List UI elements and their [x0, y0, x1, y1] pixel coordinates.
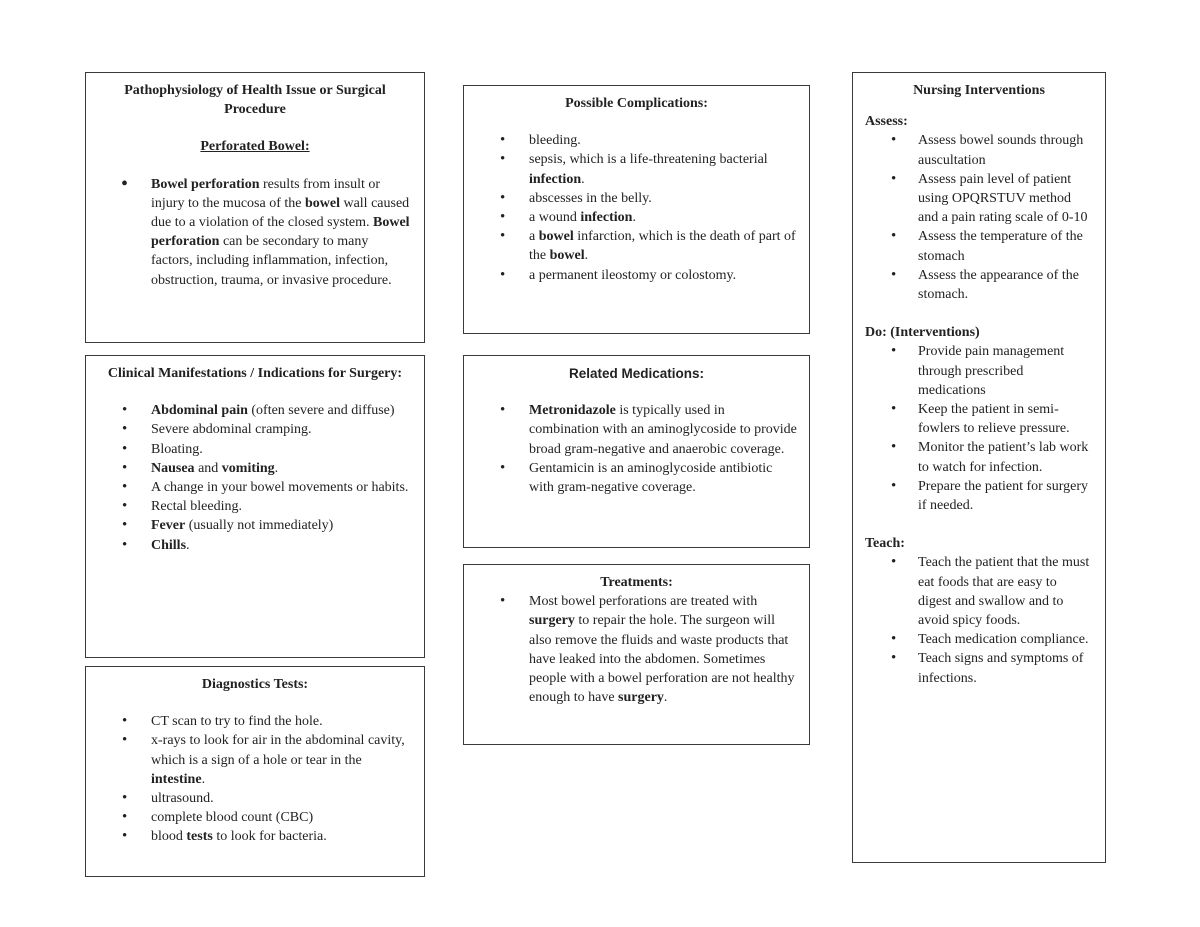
- list-item: • Keep the patient in semi-fowlers to relieve pressure.: [865, 400, 1093, 438]
- list-item: • abscesses in the belly.: [476, 189, 797, 208]
- list-item: • Most bowel perforations are treated with surgery to repair the hole. The surgeon will also remove the fluids and waste products that have leaked into the abdomen. Sometimes people with a bowel perforation are not healthy enough to have surgery.: [476, 592, 797, 707]
- medications-title: Related Medications:: [568, 366, 705, 381]
- list-item: • a bowel infarction, which is the death of part of the bowel.: [476, 227, 797, 265]
- treatments-box: [463, 564, 810, 745]
- pathophysiology-box: [85, 72, 425, 343]
- list-item: • a permanent ileostomy or colostomy.: [476, 266, 797, 285]
- diagnostics-title: Diagnostics Tests:: [201, 677, 309, 692]
- assess-label: Assess:: [865, 114, 908, 130]
- list-item: • Nausea and vomiting.: [98, 459, 412, 478]
- list-item: • a wound infection.: [476, 208, 797, 227]
- list-item: • Teach the patient that the must eat foods that are easy to digest and swallow and to avoid spicy foods.: [865, 553, 1093, 630]
- list-item: • sepsis, which is a life-threatening bacterial infection.: [476, 150, 797, 188]
- perforated-bowel-subtitle: Perforated Bowel:: [200, 139, 310, 155]
- list-item: • Bowel perforation results from insult or injury to the mucosa of the bowel wall caused due to a violation of the closed system. Bowel perforation can be secondary to many factors, including inflammation, infection, obstruction, trauma, or invasive procedure.: [98, 175, 412, 290]
- treatments-title: Treatments:: [600, 575, 673, 590]
- medications-box: [463, 355, 810, 548]
- clinical-manifestations-box: [85, 355, 425, 658]
- list-item: • x-rays to look for air in the abdominal cavity, which is a sign of a hole or tear in the intestine.: [98, 731, 412, 789]
- clinical-manifestations-list: [98, 401, 412, 555]
- diagnostics-list: [98, 712, 412, 846]
- teach-label: Teach:: [865, 536, 905, 552]
- complications-list: [476, 131, 797, 285]
- list-item: • Assess pain level of patient using OPQRSTUV method and a pain rating scale of 0-10: [865, 170, 1093, 228]
- complications-title: Possible Complications:: [565, 96, 708, 111]
- list-item: • Chills.: [98, 536, 412, 555]
- pathophysiology-title: Pathophysiology of Health Issue or Surgical Procedure: [124, 83, 386, 118]
- list-item: • Prepare the patient for surgery if needed.: [865, 477, 1093, 515]
- medications-list: [476, 401, 797, 497]
- nursing-interventions-title: Nursing Interventions: [913, 83, 1045, 98]
- treatments-list: [476, 592, 797, 707]
- list-item: • Bloating.: [98, 440, 412, 459]
- list-item: • CT scan to try to find the hole.: [98, 712, 412, 731]
- list-item: • blood tests to look for bacteria.: [98, 827, 412, 846]
- list-item: • Rectal bleeding.: [98, 497, 412, 516]
- list-item: • Assess bowel sounds through auscultation: [865, 131, 1093, 169]
- do-list: [865, 342, 1093, 515]
- list-item: • Fever (usually not immediately): [98, 516, 412, 535]
- complications-box: [463, 85, 810, 334]
- list-item: • Gentamicin is an aminoglycoside antibiotic with gram-negative coverage.: [476, 459, 797, 497]
- do-label: Do: (Interventions): [865, 325, 980, 341]
- diagnostics-box: [85, 666, 425, 877]
- list-item: • Assess the appearance of the stomach.: [865, 266, 1093, 304]
- list-item: • ultrasound.: [98, 789, 412, 808]
- list-item: • bleeding.: [476, 131, 797, 150]
- list-item: • Teach signs and symptoms of infections.: [865, 649, 1093, 687]
- teach-list: [865, 553, 1093, 687]
- list-item: • Severe abdominal cramping.: [98, 420, 412, 439]
- clinical-manifestations-title: Clinical Manifestations / Indications for Surgery:: [107, 366, 403, 381]
- list-item: • Monitor the patient’s lab work to watch for infection.: [865, 438, 1093, 476]
- list-item: • Provide pain management through prescribed medications: [865, 342, 1093, 400]
- pathophysiology-list: [98, 175, 412, 290]
- list-item: • A change in your bowel movements or habits.: [98, 478, 412, 497]
- list-item: • Assess the temperature of the stomach: [865, 227, 1093, 265]
- list-item: • Metronidazole is typically used in combination with an aminoglycoside to provide broad gram-negative and anaerobic coverage.: [476, 401, 797, 459]
- list-item: • Teach medication compliance.: [865, 630, 1093, 649]
- list-item: • Abdominal pain (often severe and diffuse): [98, 401, 412, 420]
- nursing-interventions-box: [852, 72, 1106, 863]
- assess-list: [865, 131, 1093, 304]
- list-item: • complete blood count (CBC): [98, 808, 412, 827]
